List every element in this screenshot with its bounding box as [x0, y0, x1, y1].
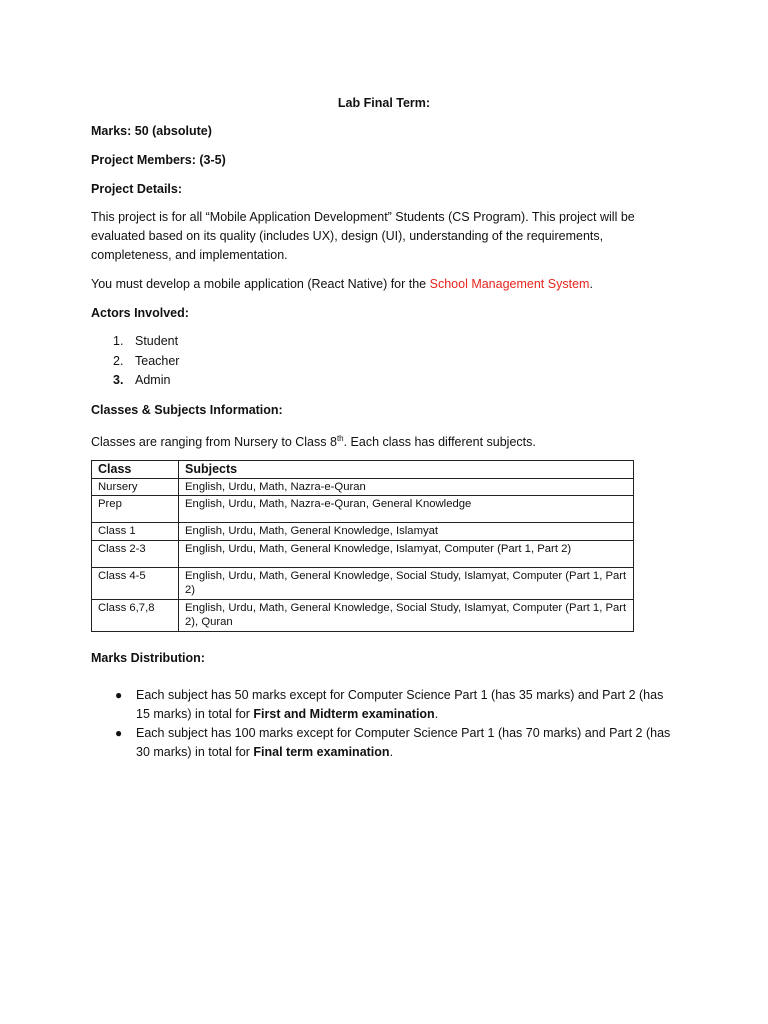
develop-prefix: You must develop a mobile application (React Native) for the	[91, 277, 430, 291]
column-header-class: Class	[92, 461, 179, 479]
details-heading: Project Details:	[91, 182, 183, 196]
list-item	[91, 352, 179, 372]
subjects-cell: English, Urdu, Math, General Knowledge, Islamyat, Computer (Part 1, Part 2)	[179, 540, 634, 567]
table-row	[92, 496, 634, 523]
marks-end: .	[434, 707, 439, 721]
subjects-cell: English, Urdu, Math, General Knowledge, Islamyat	[179, 523, 634, 541]
actors-list	[91, 332, 179, 391]
develop-line	[91, 275, 677, 294]
table-row	[92, 567, 634, 599]
marks-bold: Final term examination	[253, 745, 390, 759]
bullet-icon: ●	[115, 726, 123, 740]
list-item	[91, 686, 677, 724]
classes-heading: Classes & Subjects Information:	[91, 403, 283, 417]
members-line: Project Members: (3-5)	[91, 153, 226, 167]
bullet-icon: ●	[115, 688, 123, 702]
develop-suffix: .	[589, 277, 593, 291]
list-item	[91, 371, 179, 391]
marks-bold: First and Midterm examination	[253, 707, 435, 721]
list-item	[91, 332, 179, 352]
list-number: 3.	[113, 373, 124, 387]
classes-suffix: . Each class has different subjects.	[343, 435, 536, 450]
subjects-table	[91, 460, 634, 632]
actor-label: Student	[135, 334, 179, 348]
page-title: Lab Final Term:	[337, 96, 431, 110]
marks-text: Each subject has 50 marks except for Computer Science Part 1 (has 35 marks) and Part 2 (has 15 marks) in total for	[136, 688, 664, 721]
class-cell: Class 6,7,8	[92, 599, 179, 631]
system-name-highlight: School Management System	[429, 277, 590, 291]
table-header-row	[92, 461, 634, 479]
classes-prefix: Classes are ranging from Nursery to Class 8	[91, 435, 337, 450]
list-number: 2.	[113, 353, 124, 368]
superscript: th	[336, 434, 344, 443]
subjects-cell: English, Urdu, Math, Nazra-e-Quran, General Knowledge	[179, 496, 634, 523]
actor-label: Teacher	[135, 353, 180, 368]
class-cell: Prep	[92, 496, 179, 523]
classes-line	[91, 429, 677, 452]
column-header-subjects: Subjects	[179, 461, 634, 479]
table-row	[92, 540, 634, 567]
marks-text: Each subject has 100 marks except for Computer Science Part 1 (has 70 marks) and Part 2 (has 30 marks) in total for	[136, 726, 671, 759]
class-cell: Nursery	[92, 478, 179, 496]
subjects-cell: English, Urdu, Math, General Knowledge, Social Study, Islamyat, Computer (Part 1, Part 2)	[179, 567, 634, 599]
details-paragraph: This project is for all “Mobile Application Development” Students (CS Program). This project will be evaluated based on its quality (includes UX), design (UI), understanding of the requirements, completeness, and implementation.	[91, 210, 635, 262]
list-number: 1.	[113, 334, 124, 348]
class-cell: Class 1	[92, 523, 179, 541]
class-cell: Class 4-5	[92, 567, 179, 599]
table-row	[92, 478, 634, 496]
marks-line: Marks: 50 (absolute)	[91, 124, 212, 138]
class-cell: Class 2-3	[92, 540, 179, 567]
marks-heading: Marks Distribution:	[91, 651, 205, 665]
table-row	[92, 599, 634, 631]
list-item	[91, 724, 677, 762]
marks-end: .	[389, 745, 394, 759]
table-row	[92, 523, 634, 541]
actor-label: Admin	[135, 373, 171, 387]
marks-list	[91, 686, 677, 762]
subjects-cell: English, Urdu, Math, General Knowledge, Social Study, Islamyat, Computer (Part 1, Part 2), Quran	[179, 599, 634, 631]
actors-heading: Actors Involved:	[91, 306, 189, 320]
subjects-cell: English, Urdu, Math, Nazra-e-Quran	[179, 478, 634, 496]
